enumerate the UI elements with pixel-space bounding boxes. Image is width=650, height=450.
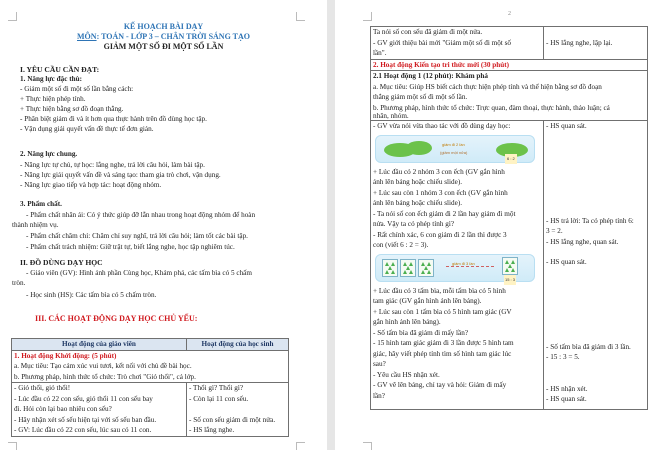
triangle-cards-illustration xyxy=(375,254,535,282)
text-line: đi. Hỏi còn lại bao nhiêu con sếu? xyxy=(14,405,112,413)
text-line: 3 = 2. xyxy=(546,227,563,235)
text-line: nửa. Vậy ta có phép tính gì? xyxy=(373,220,455,228)
text-line: - Số tấm bìa đã giảm đi 3 lần. xyxy=(546,342,631,351)
teacher-activity-cell xyxy=(371,27,544,60)
arrow-icon xyxy=(446,266,494,267)
column-header-teacher: Hoạt động của giáo viên xyxy=(12,339,187,351)
activity-block xyxy=(12,350,289,383)
student-activity-cell xyxy=(544,121,648,410)
spacer xyxy=(189,404,286,415)
text-line: + Thực hiện bằng sơ đồ đoạn thẳng. xyxy=(20,105,124,113)
triangle-card-icon xyxy=(418,259,434,277)
text-line: - Năng lực giải quyết vấn đề và sáng tạo: tham gia trò chơi, vận dụng. xyxy=(20,171,221,179)
text-line: - Rất chính xác, 6 con giảm đi 2 lần thì được 3 xyxy=(373,230,507,239)
text-line: nhân, nhóm. xyxy=(373,113,409,120)
subsection-heading: 3. Phẩm chất. xyxy=(20,200,62,208)
triangle-card-icon xyxy=(502,257,518,275)
text-line: - Phẩm chất trách nhiệm: Giữ trật tự, biết lắng nghe, học tập nghiêm túc. xyxy=(26,243,235,251)
spacer xyxy=(546,268,645,342)
text-line: - HS lắng nghe, lặp lại. xyxy=(546,38,613,47)
text-line: lần". xyxy=(373,49,387,57)
text-line: - Thổi gì? Thổi gì? xyxy=(189,384,244,392)
column-header-student: Hoạt động của học sinh xyxy=(187,339,289,351)
teacher-activity-cell xyxy=(371,121,544,410)
text-line: + Lúc đầu có 3 tấm bìa, mỗi tấm bìa có 5 hình xyxy=(373,286,506,295)
text-line: - Giáo viên (GV): Hình ảnh phần Cùng học, Khám phá, các tấm bìa có 5 chấm xyxy=(26,269,252,277)
text-line: + Thực hiện phép tính. xyxy=(20,95,86,103)
text-line: - GV vẽ lên bảng, chỉ tay và hỏi: Giảm đi mấy xyxy=(373,381,507,389)
image-label: (giảm một nửa) xyxy=(440,149,468,155)
image-formula: 15 : 3 xyxy=(504,275,516,286)
text-line: - HS nhận xét. xyxy=(546,384,588,393)
section-heading: I. YÊU CẦU CẦN ĐẠT: xyxy=(20,65,100,74)
text-line: thẳng giảm một số đi một số lần. xyxy=(373,93,468,101)
text-line: - Gió thổi, gió thổi! xyxy=(14,384,71,392)
text-line: tròn. xyxy=(12,279,26,287)
text-line: tam giác (GV gắn hình ảnh lên bảng). xyxy=(373,297,482,305)
subject-label: MÔN xyxy=(77,32,97,41)
activity-heading: 1. Hoạt động Khởi động: (5 phút) xyxy=(14,351,117,360)
text-line: - Số con sếu giảm đi một nửa. xyxy=(189,415,276,424)
margin-mark xyxy=(363,12,372,21)
text-line: - GV: Lúc đầu có 22 con sếu, lúc sau có 11 con. xyxy=(14,426,152,434)
subject-line xyxy=(0,32,327,41)
text-line: sau? xyxy=(373,360,386,368)
text-line: gắn hình ảnh lên bảng). xyxy=(373,318,441,326)
section-heading: II. ĐỒ DÙNG DẠY HỌC xyxy=(20,258,103,267)
activity-heading: 2. Hoạt động Kiến tạo tri thức mới (30 phút) xyxy=(371,59,648,71)
text-line: - Lúc đầu có 22 con sếu, gió thổi 11 con sếu bay xyxy=(14,394,153,403)
margin-mark xyxy=(8,12,17,21)
page-number: 2 xyxy=(508,11,511,17)
text-line: + Lúc sau còn 1 nhóm 3 con ếch (GV gắn hình xyxy=(373,188,508,197)
text-line: - HS quan sát. xyxy=(546,122,587,130)
margin-mark xyxy=(363,442,372,450)
text-line: - HS trả lời: Ta có phép tính 6: xyxy=(546,216,634,225)
text-line: + Lúc sau còn 1 tấm bìa có 5 hình tam giác (GV xyxy=(373,307,512,316)
text-line: thành nhiệm vụ. xyxy=(12,221,59,229)
text-line: lần? xyxy=(373,391,385,400)
text-line: - Phẩm chất chăm chỉ: Chăm chỉ suy nghĩ, trả lời câu hỏi; làm tốt các bài tập. xyxy=(26,232,248,240)
text-line: - 15 hình tam giác giảm đi 3 lần được 5 hình tam xyxy=(373,339,514,347)
text-line: a. Mục tiêu: Tạo cảm xúc vui tươi, kết nối với chủ đề bài học. xyxy=(14,362,192,370)
subject-text: : TOÁN - LỚP 3 – CHÂN TRỜI SÁNG TẠO xyxy=(96,32,250,41)
margin-mark xyxy=(296,442,305,450)
triangle-card-icon xyxy=(400,259,416,277)
activity-block xyxy=(371,71,648,121)
section-heading: III. CÁC HOẠT ĐỘNG DẠY HỌC CHỦ YẾU: xyxy=(35,314,198,323)
text-line: - HS lắng nghe, quan sát. xyxy=(546,237,619,246)
margin-mark xyxy=(8,442,17,450)
spacer xyxy=(546,363,645,384)
text-line: + Lúc đầu có 2 nhóm 3 con ếch (GV gắn hình xyxy=(373,167,505,176)
lesson-activity-table-continued xyxy=(370,26,648,410)
document-title: KẾ HOẠCH BÀI DẠY xyxy=(123,22,204,31)
text-line: a. Mục tiêu: Giúp HS biết cách thực hiện phép tính và thể hiện bằng sơ đồ đoạn xyxy=(373,82,602,91)
subsection-heading: 1. Năng lực đặc thù: xyxy=(20,75,83,83)
image-label: giảm đi 3 lần xyxy=(452,260,475,266)
text-line: - HS quan sát. xyxy=(546,395,587,403)
text-line: - Số tấm bìa đã giảm đi mấy lần? xyxy=(373,328,469,337)
text-line: con (viết 6 : 2 = 3). xyxy=(373,241,429,249)
subsection-heading: 2. Năng lực chung. xyxy=(20,150,78,158)
teacher-activity-cell xyxy=(12,383,187,437)
text-line: ảnh lên bảng hoặc chiếu slide). xyxy=(373,199,463,207)
image-label: giảm đi 2 lần xyxy=(442,141,465,147)
text-line: - Vận dụng giải quyết vấn đề thực tế đơn giản. xyxy=(20,125,154,133)
text-line: Ta nói số con sếu đã giảm đi một nửa. xyxy=(373,28,483,36)
spacer xyxy=(373,401,541,409)
text-line: - 15 : 3 = 5. xyxy=(546,353,580,361)
margin-mark xyxy=(296,12,305,21)
text-line: - Hãy nhận xét số sếu hiện tại với số sếu ban đầu. xyxy=(14,415,157,424)
text-line: - Còn lại 11 con sếu. xyxy=(189,394,249,403)
document-page-2 xyxy=(335,0,650,450)
spacer xyxy=(546,132,645,216)
subactivity-heading: 2.1 Hoạt động 1 (12 phút): Khám phá xyxy=(373,72,489,80)
text-line: - Năng lực giao tiếp và hợp tác: hoạt động nhóm. xyxy=(20,181,162,189)
text-line: - GV vừa nói vừa thao tác với đồ dùng dạy học: xyxy=(373,122,511,130)
lesson-title: GIẢM MỘT SỐ ĐI MỘT SỐ LẦN xyxy=(103,42,224,51)
text-line: - Phẩm chất nhân ái: Có ý thức giúp đỡ lẫn nhau trong hoạt động nhóm để hoàn xyxy=(26,211,256,219)
text-line: - Yêu cầu HS nhận xét. xyxy=(373,370,440,379)
text-line: ảnh lên bảng hoặc chiếu slide). xyxy=(373,178,463,186)
text-line: - Giảm một số đi một số lần bằng cách: xyxy=(20,85,134,93)
text-line: b. Phương pháp, hình thức tổ chức: Trực quan, đàm thoại, thực hành, thảo luận; cá xyxy=(373,103,610,112)
spacer xyxy=(546,247,645,257)
text-line: - Ta nói số con ếch giảm đi 2 lần hay giảm đi một xyxy=(373,209,516,218)
image-formula: 6 : 2 xyxy=(505,154,517,165)
text-line: - HS lắng nghe. xyxy=(189,426,235,434)
student-activity-cell xyxy=(544,27,648,60)
lesson-activity-table xyxy=(11,338,289,437)
text-line: giác, hãy viết phép tính tìm số hình tam giác lúc xyxy=(373,349,512,358)
triangle-card-icon xyxy=(382,259,398,277)
text-line: - Phân biệt giảm đi và ít hơn qua thực hành trên đồ dùng học tập. xyxy=(20,115,207,123)
text-line: - Học sinh (HS): Các tấm bìa có 5 chấm tròn. xyxy=(26,291,157,299)
frogs-illustration xyxy=(375,135,535,163)
student-activity-cell xyxy=(187,383,289,437)
text-line: - Năng lực tự chủ, tự học: lắng nghe, trả lời câu hỏi, làm bài tập. xyxy=(20,161,205,169)
text-line: b. Phương pháp, hình thức tổ chức: Trò chơi "Gió thổi", cả lớp. xyxy=(14,372,196,381)
frog-group-icon xyxy=(406,141,432,155)
text-line: - GV giới thiệu bài mới "Giảm một số đi một số xyxy=(373,38,511,47)
text-line: - HS quan sát. xyxy=(546,258,587,266)
